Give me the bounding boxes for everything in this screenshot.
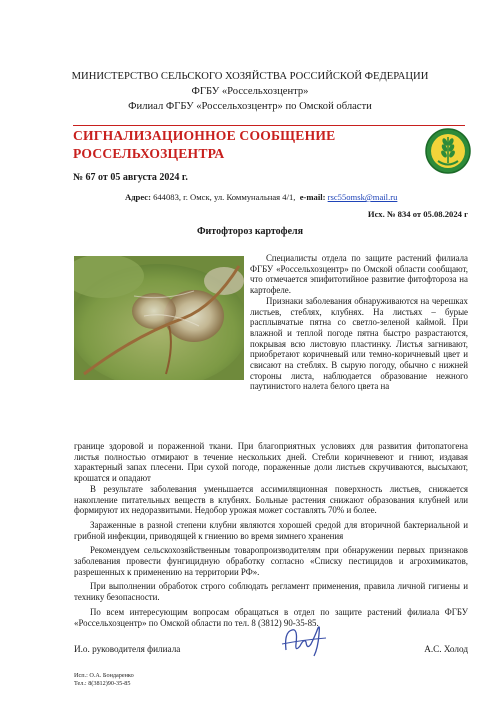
executor-info [74,672,134,688]
blighted-leaf-photo [74,256,244,380]
email-link[interactable]: rsc55omsk@mail.ru [327,192,398,202]
address-line [125,192,397,203]
article-right-column [250,253,468,392]
paragraph-tubers: Зараженные в разной степени клубни являются хорошей средой для вторичной бактериальной и грибной инфекции, приводящей к гниению во время зимнего хранения [74,519,468,541]
paragraph-consequences: В результате заболевания уменьшается ассимиляционная поверхность листьев, снижается накопление питательных веществ в клубнях. Больные растения снижают образования клубней или формируют их недоразвитыми. Недобор урожая может составлять 70% и более. [74,483,468,516]
title-divider [73,125,465,126]
org-line: ФГБУ «Россельхозцентр» [191,86,309,97]
paragraph-symptoms-continued: границе здоровой и пораженной ткани. При благоприятных условиях для развития фитопатогена листья полностью отмирают в течение нескольких дней. Стебли коричневеют и гниют, издавая характерный запах плесени. При сухой погоде, пораженные доли листьев скручиваются, высыхают, крошатся и опадают [74,441,468,484]
outgoing-number: Исх. № 834 от 05.08.2024 г [367,209,468,219]
paragraph-symptoms: Признаки заболевания обнаруживаются на черешках листьев, стеблях, клубнях. На листьях – бурые расплывчатые пятна со светло-зеленой каймой. При влажной и теплой погоде пятна быстро разрастаются, покрывая всю листовую пластинку. Листья загнивают, приобретают коричневый или темно-коричневый цвет и свисают на стеблях. В сырую погоду, обычно с нижней стороны листа, наблюдается образование нежного паутинистого налета белого цвета на [250,295,468,392]
doc-number: № 67 от 05 августа 2024 г. [73,172,188,183]
wheat-emblem-icon [424,127,472,175]
address-text: 644083, г. Омск, ул. Коммунальная 4/1, [150,192,296,202]
doc-title-line2: РОССЕЛЬХОЗЦЕНТРА [73,146,225,161]
email-label: e-mail: [299,192,326,202]
address-label: Адрес: [125,192,151,202]
paragraph-intro: Специалисты отдела по защите растений филиала ФГБУ «Россельхозцентр» по Омской области сообщают, что отмечается эпифитотийное развитие фитофтороза на картофеле. [250,253,468,296]
paragraph-recommendation: Рекомендуем сельскохозяйственным товаропроизводителям при обнаружении первых признаков заболевания провести фунгицидную обработку согласно «Списку пестицидов и агрохимикатов, разрешенных к применению на территории РФ». [74,545,468,577]
paragraph-contact: По всем интересующим вопросам обращаться в отдел по защите растений филиала ФГБУ «Россельхозцентр» по Омской области по тел. 8 (3812) 90-35-85. [74,606,468,628]
signatory-role: И.о. руководителя филиала [74,644,181,654]
handwritten-signature-icon [278,622,330,660]
paragraph-safety: При выполнении обработок строго соблюдать регламент применения, правила личной гигиены и технику безопасности. [74,581,468,603]
signatory-name: А.С. Холод [424,644,468,654]
ministry-line: МИНИСТЕРСТВО СЕЛЬСКОГО ХОЗЯЙСТВА РОССИЙСКОЙ ФЕДЕРАЦИИ [71,71,429,82]
article-heading: Фитофтороз картофеля [196,226,304,237]
branch-line: Филиал ФГБУ «Россельхозцентр» по Омской области [128,101,372,112]
executor-phone: Тел.: 8(3812)90-35-85 [74,680,131,687]
doc-title-line1: СИГНАЛИЗАЦИОННОЕ СООБЩЕНИЕ [73,128,336,143]
article-full-width [74,441,468,628]
executor-name: Исп.: О.А. Бондаренко [74,672,134,679]
